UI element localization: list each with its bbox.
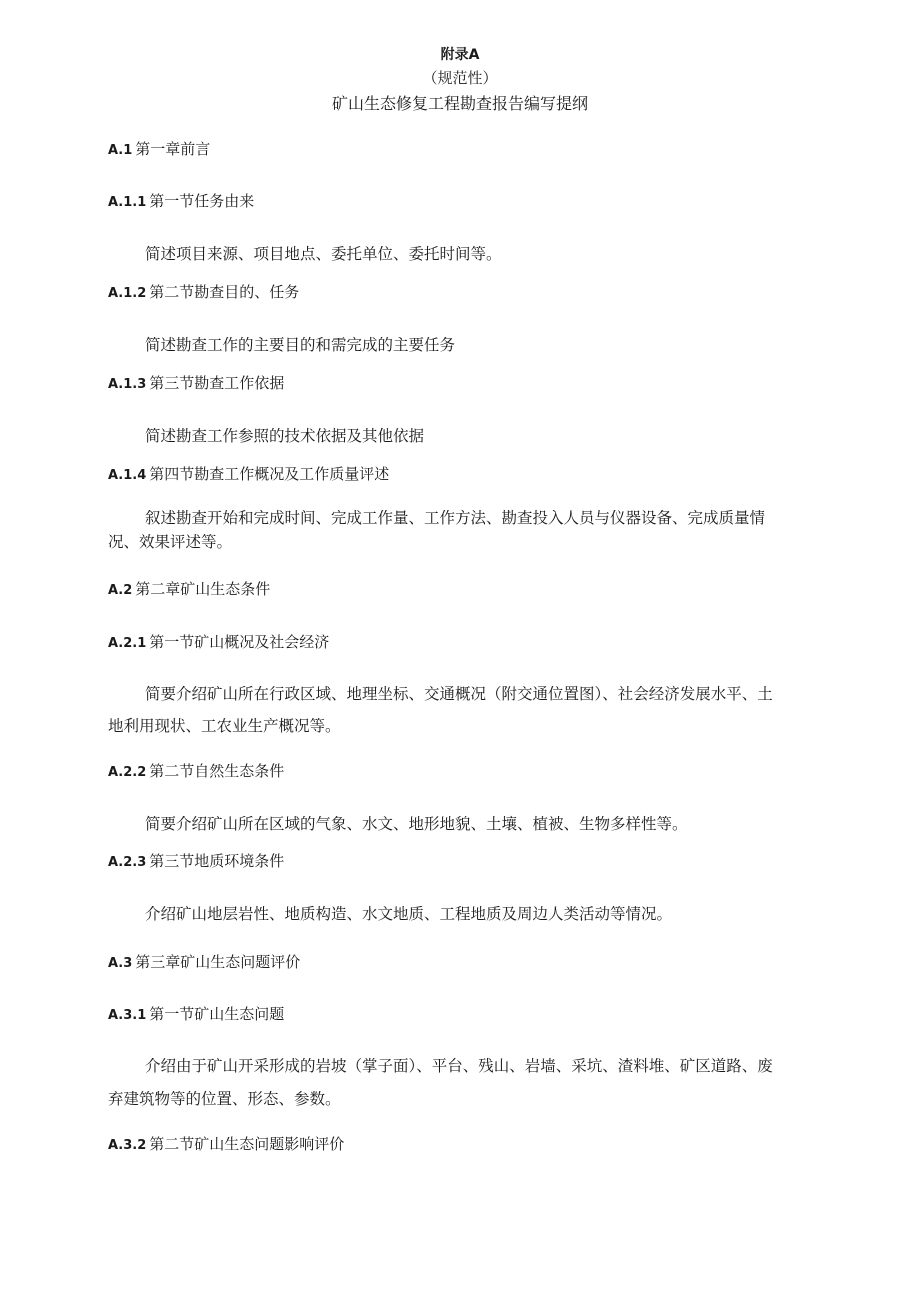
section-heading: [108, 190, 254, 211]
paragraph: 简述项目来源、项目地点、委托单位、委托时间等。: [145, 245, 502, 263]
section-number: A.2: [108, 583, 133, 598]
section-title: 第三章矿山生态问题评价: [135, 953, 301, 971]
section-number: A.1: [108, 143, 133, 158]
section-number: A.2.2: [108, 765, 147, 780]
paragraph: 简述勘查工作参照的技术依据及其他依据: [145, 427, 425, 445]
section-heading: [108, 138, 210, 159]
document-title: 矿山生态修复工程勘查报告编写提纲: [331, 94, 588, 113]
section-title: 第一节任务由来: [149, 192, 255, 210]
section-heading: [108, 760, 284, 781]
section-title: 第一节矿山生态问题: [149, 1005, 285, 1023]
appendix-label: 附录A: [440, 47, 480, 63]
paragraph-line: 叙述勘查开始和完成时间、完成工作量、工作方法、勘查投入人员与仪器设备、完成质量情: [145, 509, 766, 527]
section-heading: [108, 1133, 344, 1154]
section-title: 第二节自然生态条件: [149, 762, 285, 780]
section-number: A.3.2: [108, 1138, 147, 1153]
section-title: 第二节勘查目的、任务: [149, 283, 300, 301]
paragraph: 介绍矿山地层岩性、地质构造、水文地质、工程地质及周边人类活动等情况。: [145, 905, 673, 923]
section-heading: [108, 281, 299, 302]
section-title: 第二章矿山生态条件: [135, 580, 271, 598]
section-number: A.1.3: [108, 377, 147, 392]
section-title: 第三节地质环境条件: [149, 852, 285, 870]
section-title: 第一节矿山概况及社会经济: [149, 633, 330, 651]
paragraph: 简述勘查工作的主要目的和需完成的主要任务: [145, 336, 456, 354]
paragraph-line: 地利用现状、工农业生产概况等。: [108, 717, 341, 735]
section-heading: [108, 631, 329, 652]
section-heading: [108, 372, 284, 393]
section-heading: [108, 951, 300, 972]
section-number: A.1.4: [108, 468, 147, 483]
paragraph-line: 弃建筑物等的位置、形态、参数。: [108, 1090, 341, 1108]
section-title: 第二节矿山生态问题影响评价: [149, 1135, 345, 1153]
section-number: A.1.2: [108, 286, 147, 301]
section-heading: [108, 1003, 284, 1024]
paragraph: 简要介绍矿山所在区域的气象、水文、地形地貌、土壤、植被、生物多样性等。: [145, 815, 688, 833]
paragraph-line: 况、效果评述等。: [108, 533, 233, 551]
section-title: 第三节勘查工作依据: [149, 374, 285, 392]
section-title: 第四节勘查工作概况及工作质量评述: [149, 465, 390, 483]
section-heading: [108, 850, 284, 871]
paragraph-line: 介绍由于矿山开采形成的岩坡（掌子面）、平台、残山、岩墙、采坑、渣料堆、矿区道路、废: [145, 1057, 773, 1075]
section-heading: [108, 463, 389, 484]
section-number: A.3: [108, 956, 133, 971]
section-number: A.2.3: [108, 855, 147, 870]
section-title: 第一章前言: [135, 140, 211, 158]
section-number: A.1.1: [108, 195, 147, 210]
paragraph-line: 简要介绍矿山所在行政区域、地理坐标、交通概况（附交通位置图）、社会经济发展水平、土: [145, 685, 773, 703]
section-heading: [108, 578, 270, 599]
section-number: A.3.1: [108, 1008, 147, 1023]
normative-label: （规范性）: [422, 69, 498, 87]
section-number: A.2.1: [108, 636, 147, 651]
